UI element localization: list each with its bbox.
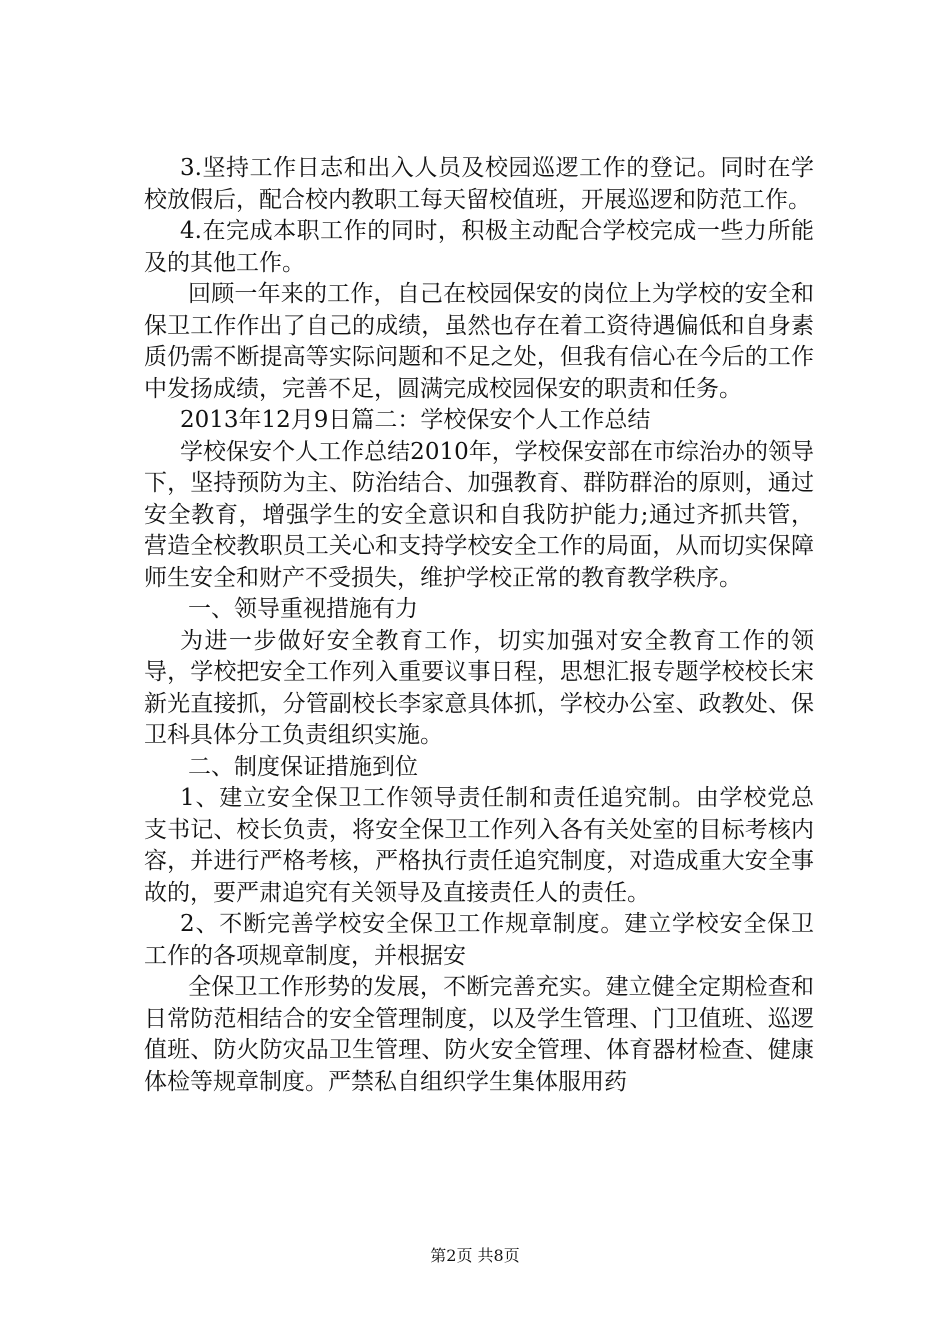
paragraph-regulations-continued: 全保卫工作形势的发展，不断完善充实。建立健全定期检查和日常防范相结合的安全管理制度，以及学生管理、门卫值班、巡逻值班、防火防灾品卫生管理、防火安全管理、体育器材检查、健康体检等规章制度。严禁私自组织学生集体服用药 [144,974,814,1095]
document-body [144,153,814,1098]
paragraph-date-heading: 2013年12月9日篇二：学校保安个人工作总结 [180,407,651,433]
paragraph-summary-intro: 学校保安个人工作总结2010年，学校保安部在市综治办的领导下，坚持预防为主、防治结合、加强教育、群防群治的原则，通过安全教育，增强学生的安全意识和自我防护能力;通过齐抓共管，营造全校教职员工关心和支持学校安全工作的局面，从而切实保障师生安全和财产不受损失，维护学校正常的教育教学秩序。 [144,438,814,591]
page-number-footer: 第2页 共8页 [430,1246,520,1265]
section-heading-leadership: 一、领导重视措施有力 [188,596,418,622]
section-heading-system: 二、制度保证措施到位 [188,753,418,780]
paragraph-item-4: 4.在完成本职工作的同时，积极主动配合学校完成一些力所能及的其他工作。 [144,218,814,276]
paragraph-responsibility: 1、建立安全保卫工作领导责任制和责任追究制。由学校党总支书记、校长负责，将安全保卫工作列入各有关处室的目标考核内容，并进行严格考核，严格执行责任追究制度，对造成重大安全事故的，要严肃追究有关领导及直接责任人的责任。 [144,785,814,906]
paragraph-regulations: 2、不断完善学校安全保卫工作规章制度。建立学校安全保卫工作的各项规章制度，并根据安 [144,911,814,969]
paragraph-item-3: 3.坚持工作日志和出入人员及校园巡逻工作的登记。同时在学校放假后，配合校内教职工每天留校值班，开展巡逻和防范工作。 [144,155,814,213]
paragraph-leadership: 为进一步做好安全教育工作，切实加强对安全教育工作的领导，学校把安全工作列入重要议事日程，思想汇报专题学校校长宋新光直接抓，分管副校长李家意具体抓，学校办公室、政教处、保卫科具体分工负责组织实施。 [144,627,814,748]
paragraph-review: 回顾一年来的工作，自己在校园保安的岗位上为学校的安全和保卫工作作出了自己的成绩，虽然也存在着工资待遇偏低和自身素质仍需不断提高等实际问题和不足之处，但我有信心在今后的工作中发扬成绩，完善不足，圆满完成校园保安的职责和任务。 [144,281,814,402]
